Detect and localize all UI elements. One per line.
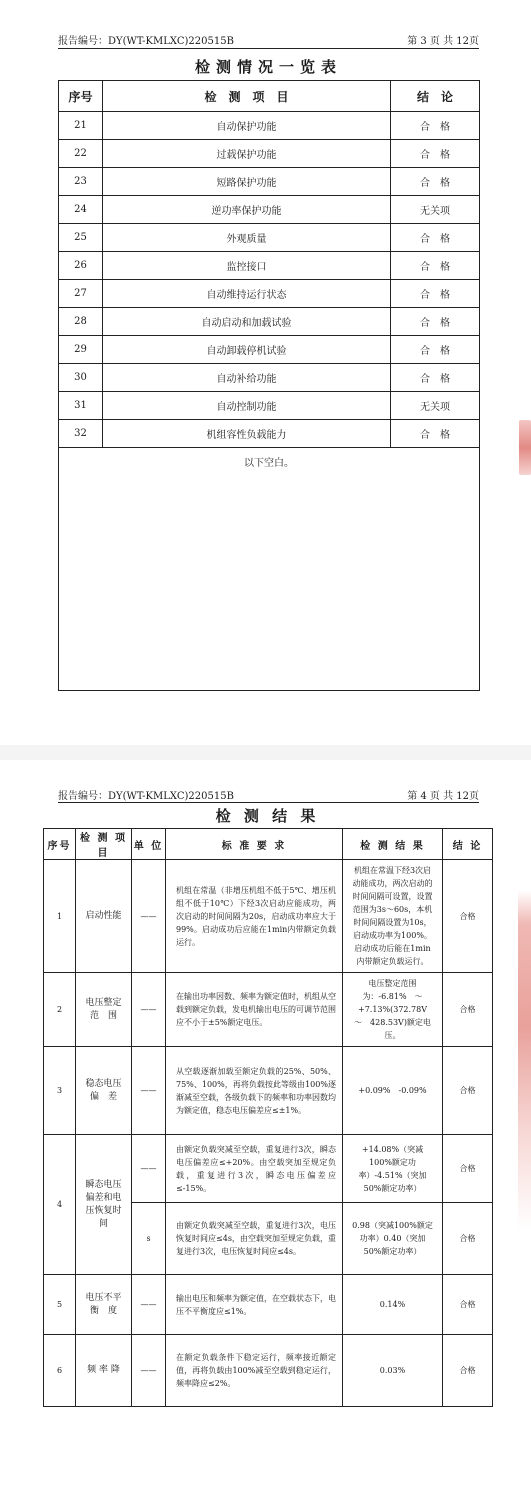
cell-result: 合 格 [391, 252, 480, 280]
header-result: 结 论 [391, 81, 480, 112]
table-row [44, 973, 493, 1047]
blank-note: 以下空白。 [59, 448, 480, 691]
header-result: 检 测 结 果 [343, 829, 443, 860]
cell-seq: 21 [59, 112, 103, 140]
table-header-row [59, 81, 480, 112]
table-row [59, 280, 480, 308]
table-row [59, 168, 480, 196]
table-row [59, 224, 480, 252]
cell-item: 自动维持运行状态 [103, 280, 391, 308]
cell-item: 短路保护功能 [103, 168, 391, 196]
table-row [59, 196, 480, 224]
cell-result: 合 格 [391, 308, 480, 336]
cell-item: 稳态电压偏 差 [76, 1047, 132, 1135]
cell-result: 合 格 [391, 420, 480, 448]
cell-std: 在输出功率因数、频率为额定值时，机组从空载到额定负载，发电机输出电压的可调节范围应不小于±5%额定电压。 [166, 973, 343, 1047]
page-title: 检 测 结 果 [215, 807, 320, 825]
cell-seq: 4 [44, 1135, 76, 1275]
cell-conclusion: 合格 [443, 860, 493, 973]
cell-std: 在额定负载条件下稳定运行，频率接近额定值，再将负载由100%减至空载到稳定运行，频率降应≤2%。 [166, 1335, 343, 1407]
cell-item: 启动性能 [76, 860, 132, 973]
header-item: 检 测 项 目 [76, 829, 132, 860]
report-number: 报告编号：DY(WT-KMLXC)220515B [58, 791, 234, 802]
cell-unit: —— [132, 1135, 166, 1203]
cell-seq: 6 [44, 1335, 76, 1407]
table-row [44, 1275, 493, 1335]
cell-item: 自动控制功能 [103, 392, 391, 420]
cell-item: 电压整定范 围 [76, 973, 132, 1047]
header-item: 检 测 项 目 [103, 81, 391, 112]
cell-item: 自动补给功能 [103, 364, 391, 392]
cell-seq: 30 [59, 364, 103, 392]
cell-conclusion: 合格 [443, 1335, 493, 1407]
cell-std: 从空载逐渐加载至额定负载的25%、50%、75%、100%，再将负载按此等级由100%逐渐减至空载，各级负载下的频率和功率因数均为额定值，稳态电压偏差应≤±1%。 [166, 1047, 343, 1135]
header-std: 标 准 要 求 [166, 829, 343, 860]
test-results-table [43, 828, 493, 1407]
cell-unit: s [132, 1203, 166, 1275]
cell-seq: 23 [59, 168, 103, 196]
cell-result: 合 格 [391, 112, 480, 140]
table-row [59, 420, 480, 448]
cell-item: 外观质量 [103, 224, 391, 252]
cell-unit: —— [132, 860, 166, 973]
report-page-4 [0, 760, 531, 1500]
cell-seq: 32 [59, 420, 103, 448]
table-row [59, 364, 480, 392]
table-row [59, 252, 480, 280]
cell-result: 机组在常温下经3次启动能成功，两次启动的时间间隔可设置，设置范围为3s～60s，本机时间间隔设置为10s，启动成功率为100%。启动成功后能在1min内带额定负载运行。 [343, 860, 443, 973]
cell-conclusion: 合格 [443, 973, 493, 1047]
cell-conclusion: 合格 [443, 1203, 493, 1275]
cell-conclusion: 合格 [443, 1275, 493, 1335]
blank-row [59, 448, 480, 691]
page-number: 第 3 页 共 12页 [407, 36, 479, 47]
report-number: 报告编号：DY(WT-KMLXC)220515B [58, 36, 234, 47]
cell-item: 瞬态电压偏差和电压恢复时 间 [76, 1135, 132, 1275]
cell-seq: 1 [44, 860, 76, 973]
cell-item: 机组容性负载能力 [103, 420, 391, 448]
table-row [44, 1135, 493, 1203]
table-row [59, 140, 480, 168]
cell-unit: —— [132, 973, 166, 1047]
cell-seq: 22 [59, 140, 103, 168]
header-rule [58, 48, 479, 49]
table-row [44, 1335, 493, 1407]
inspection-summary-table [58, 80, 480, 691]
cell-result: 合 格 [391, 224, 480, 252]
page-number: 第 4 页 共 12页 [407, 791, 479, 802]
header-conclusion: 结 论 [443, 829, 493, 860]
cell-result: 合 格 [391, 140, 480, 168]
cell-unit: —— [132, 1335, 166, 1407]
cell-seq: 26 [59, 252, 103, 280]
seal-edge-stamp [519, 420, 531, 475]
cell-seq: 29 [59, 336, 103, 364]
header-rule [58, 802, 479, 803]
cell-seq: 27 [59, 280, 103, 308]
cell-result: 合 格 [391, 280, 480, 308]
table-row [44, 1047, 493, 1135]
table-row [44, 860, 493, 973]
cell-result: 0.03% [343, 1335, 443, 1407]
cell-result: 无关项 [391, 196, 480, 224]
cell-conclusion: 合格 [443, 1135, 493, 1203]
cell-std: 输出电压和频率为额定值，在空载状态下，电压不平衡度应≤1%。 [166, 1275, 343, 1335]
cell-item: 监控接口 [103, 252, 391, 280]
cell-unit: —— [132, 1047, 166, 1135]
cell-conclusion: 合格 [443, 1047, 493, 1135]
cell-seq: 2 [44, 973, 76, 1047]
cell-seq: 3 [44, 1047, 76, 1135]
cell-std: 由额定负载突减至空载，重复进行3次，瞬态电压偏差应≤+20%。由空载突加至规定负载，重复进行3次，瞬态电压偏差应≤-15%。 [166, 1135, 343, 1203]
header-seq: 序号 [44, 829, 76, 860]
table-row [59, 308, 480, 336]
cell-seq: 28 [59, 308, 103, 336]
cell-seq: 31 [59, 392, 103, 420]
header-seq: 序号 [59, 81, 103, 112]
cell-item: 过载保护功能 [103, 140, 391, 168]
cell-result: 电压整定范围为：-6.81% ～ +7.13%(372.78V ～ 428.53V)额定电压。 [343, 973, 443, 1047]
cell-item: 自动保护功能 [103, 112, 391, 140]
page-title: 检测情况一览表 [194, 58, 342, 76]
cell-item: 自动卸载停机试验 [103, 336, 391, 364]
cell-result: 合 格 [391, 336, 480, 364]
cell-result: 0.98（突减100%额定功率）0.40（突加50%额定功率） [343, 1203, 443, 1275]
cell-item: 频 率 降 [76, 1335, 132, 1407]
table-row [59, 336, 480, 364]
cell-result: +14.08%（突减100%额定功率）-4.51%（突加50%额定功率） [343, 1135, 443, 1203]
seal-edge-stamp [518, 890, 531, 1230]
cell-seq: 24 [59, 196, 103, 224]
cell-item: 电压不平衡 度 [76, 1275, 132, 1335]
cell-result: 合 格 [391, 364, 480, 392]
table-row [59, 112, 480, 140]
cell-seq: 5 [44, 1275, 76, 1335]
cell-std: 机组在常温（非增压机组不低于5℃、增压机组不低于10℃）下经3次启动应能成功，两次启动的时间间隔为20s，启动成功率应大于99%。启动成功后应能在1min内带额定负载运行。 [166, 860, 343, 973]
table-header-row [44, 829, 493, 860]
cell-result: 合 格 [391, 168, 480, 196]
table-row [59, 392, 480, 420]
header-unit: 单 位 [132, 829, 166, 860]
page-separator [0, 745, 531, 760]
cell-result: 无关项 [391, 392, 480, 420]
cell-result: +0.09% -0.09% [343, 1047, 443, 1135]
cell-item: 逆功率保护功能 [103, 196, 391, 224]
report-page-3 [0, 0, 531, 745]
cell-unit: —— [132, 1275, 166, 1335]
cell-seq: 25 [59, 224, 103, 252]
cell-std: 由额定负载突减至空载，重复进行3次，电压恢复时间应≤4s，由空载突加至规定负载，重复进行3次，电压恢复时间应≤4s。 [166, 1203, 343, 1275]
cell-result: 0.14% [343, 1275, 443, 1335]
cell-item: 自动启动和加载试验 [103, 308, 391, 336]
